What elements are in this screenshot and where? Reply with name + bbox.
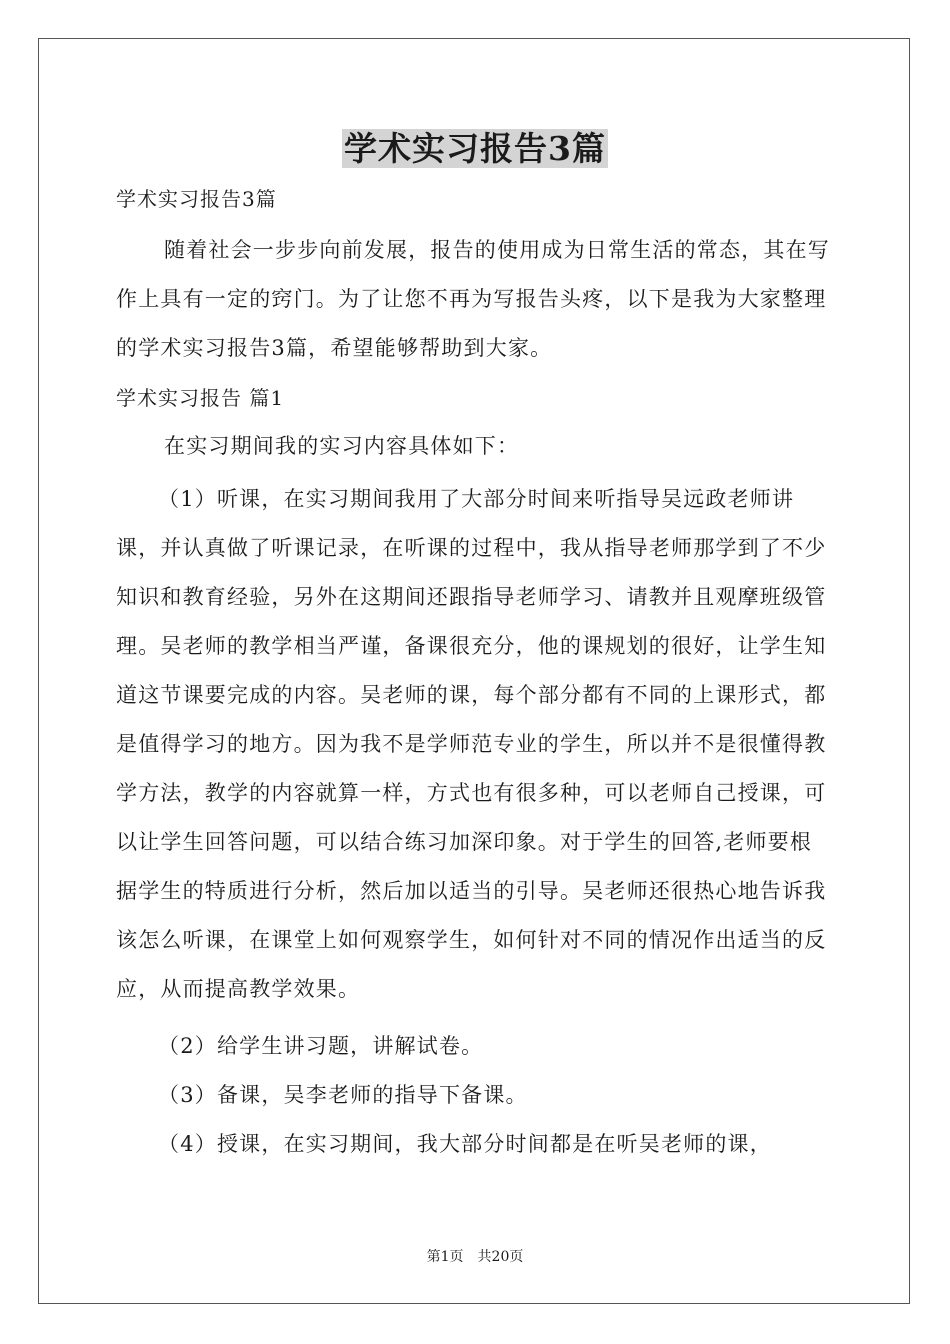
intro-paragraph: 随着社会一步步向前发展，报告的使用成为日常生活的常态，其在写作上具有一定的窍门。为了让您不再为写报告头疼，以下是我为大家整理的学术实习报告3篇，希望能够帮助到大家。 [116, 238, 830, 360]
document-title-text: 学术实习报告3篇 [344, 129, 606, 168]
document-title [0, 126, 950, 172]
document-subtitle: 学术实习报告3篇 [116, 187, 277, 211]
section-heading: 学术实习报告 篇1 [116, 386, 285, 410]
list-item-2: （2）给学生讲习题，讲解试卷。 [158, 1034, 484, 1058]
list-item-1: （1）听课，在实习期间我用了大部分时间来听指导吴远政老师讲课，并认真做了听课记录，在听课的过程中，我从指导老师那学到了不少知识和教育经验，另外在这期间还跟指导老师学习、请教并且观摩班级管理。吴老师的教学相当严谨，备课很充分，他的课规划的很好，让学生知道这节课要完成的内容。吴老师的课，每个部分都有不同的上课形式，都是值得学习的地方。因为我不是学师范专业的学生，所以并不是很懂得教学方法，教学的内容就算一样，方式也有很多种，可以老师自己授课，可以让学生回答问题，可以结合练习加深印象。对于学生的回答,老师要根据学生的特质进行分析，然后加以适当的引导。吴老师还很热心地告诉我该怎么听课，在课堂上如何观察学生，如何针对不同的情况作出适当的反应，从而提高教学效果。 [116, 487, 827, 1001]
page-number-footer: 第1页 共20页 [426, 1249, 524, 1265]
list-item-4: （4）授课，在实习期间，我大部分时间都是在听吴老师的课， [158, 1132, 772, 1156]
paragraph-intro: 在实习期间我的实习内容具体如下： [164, 434, 520, 458]
list-item-3: （3）备课，吴李老师的指导下备课。 [158, 1083, 528, 1107]
